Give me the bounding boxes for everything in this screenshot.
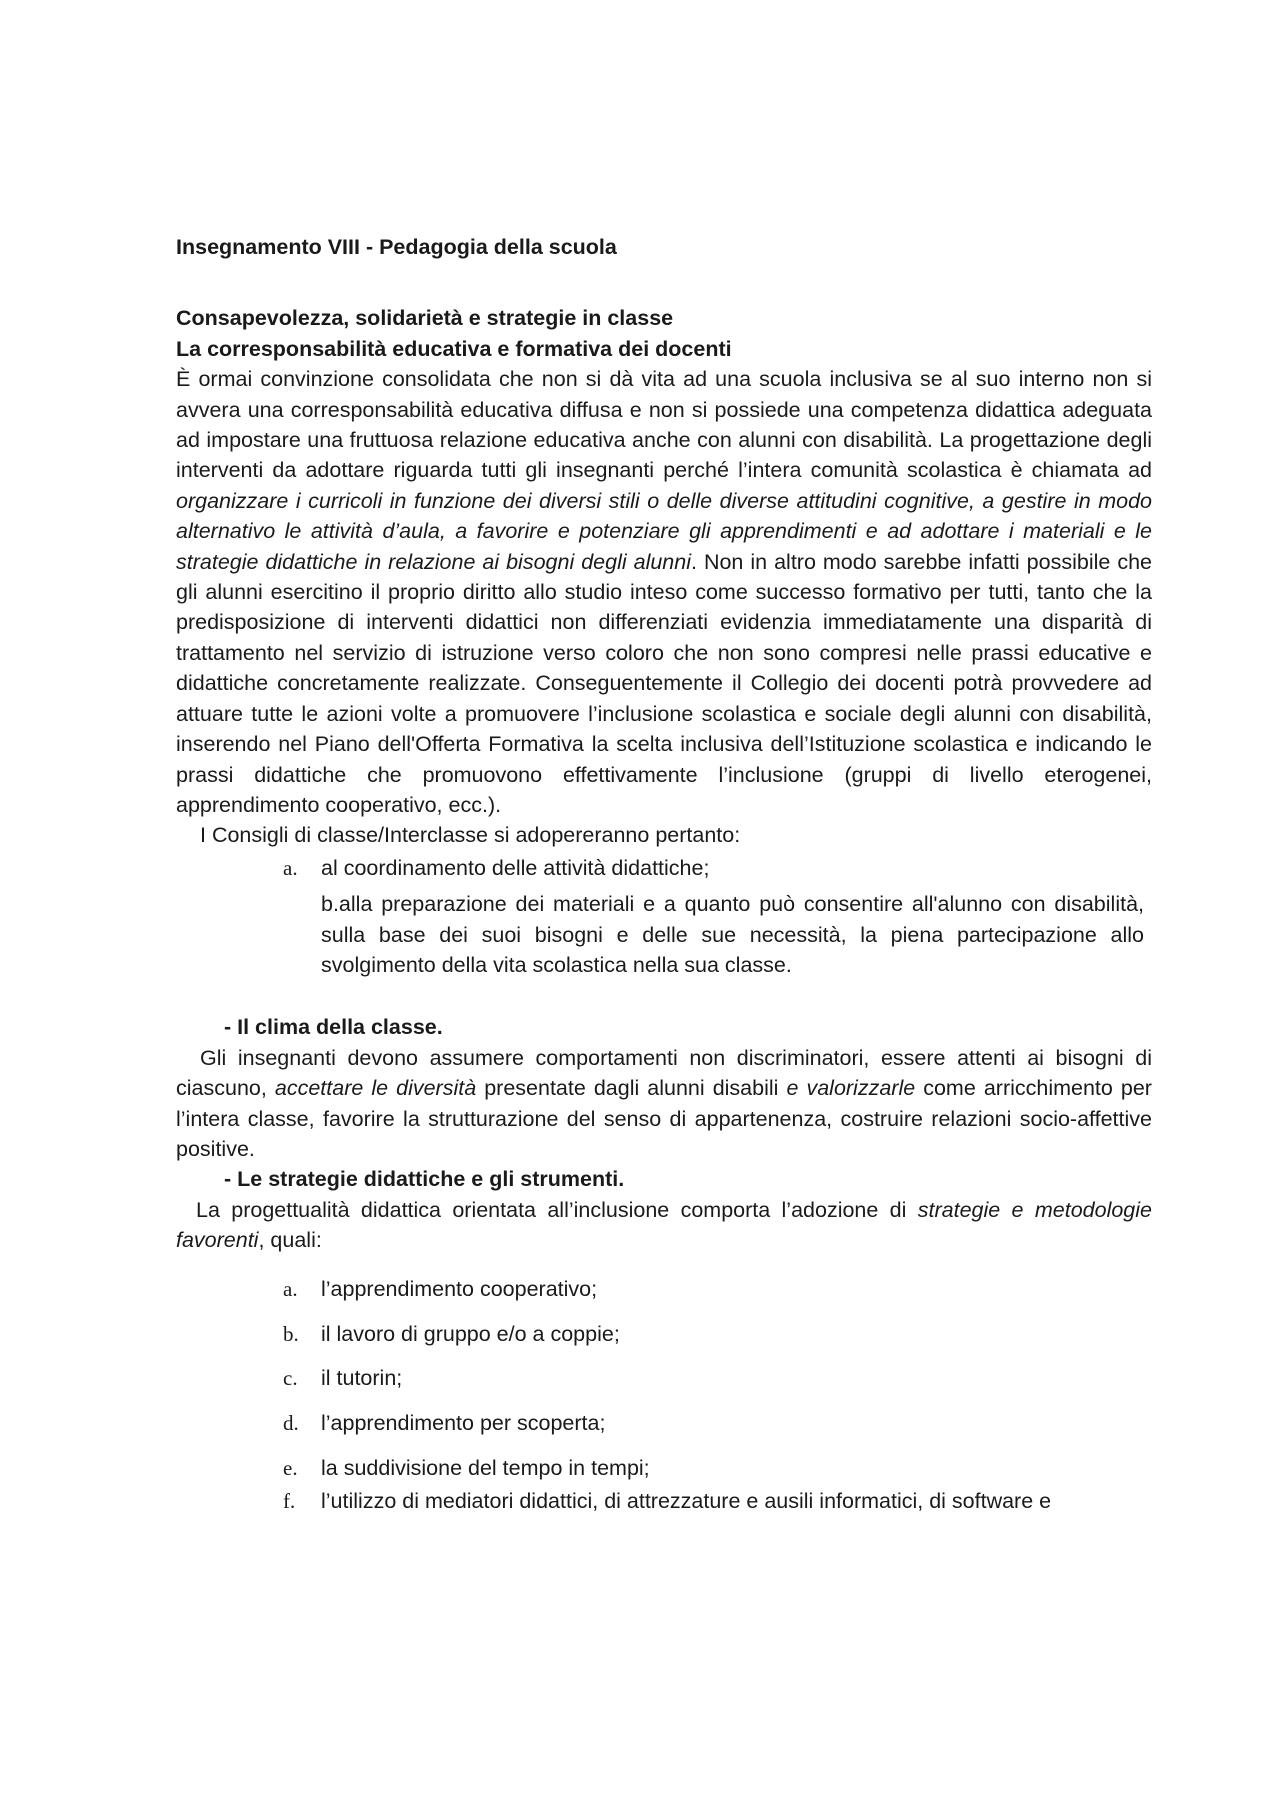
list-marker: a. (283, 855, 298, 880)
paragraph-italic: e valorizzarle (786, 1076, 916, 1101)
paragraph-text: Gli insegnanti devono assumere comportamenti non discriminatori, essere attenti ai bisogni di ciascuno, (176, 1045, 1152, 1101)
list-item (176, 1363, 1152, 1393)
document-page (176, 232, 1152, 1531)
paragraph-italic: organizzare i curricoli in funzione dei diversi stili o delle diverse attitudini cognitive, a gestire in modo alternativo le attività d’aula, a favorire e potenziare gli apprendimenti e ad adottare i materiali e le strategie didattiche in relazione ai bisogni degli alunni (176, 488, 1152, 574)
strategie-heading: - Le strategie didattiche e gli strumenti. (224, 1167, 625, 1192)
list-item-text: l’apprendimento per scoperta; (321, 1411, 606, 1436)
paragraph-text: La progettualità didattica orientata all’inclusione comporta l’adozione di (196, 1197, 918, 1222)
paragraph-text: È ormai convinzione consolidata che non si dà vita ad una scuola inclusiva se al suo interno non si avvera una corresponsabilità educativa diffusa e non si possiede una competenza didattica adeguata ad impostare una fruttuosa relazione educativa anche con alunni con disabilità. La progettazione degli interventi da adottare riguarda tutti gli insegnanti perché l’intera comunità scolastica è chiamata ad (176, 367, 1152, 483)
list-item (176, 853, 1152, 883)
list-marker: c. (283, 1366, 298, 1391)
consigli-list (176, 853, 1152, 883)
paragraph-strategie (176, 1195, 1152, 1256)
list-item (176, 1319, 1152, 1349)
paragraph-text: come arricchimento per l’intera classe, favorire la strutturazione del senso di appartenenza, costruire relazioni socio-affettive positive. (176, 1076, 1152, 1161)
list-marker: a. (283, 1276, 298, 1301)
list-item-text: il lavoro di gruppo e/o a coppie; (321, 1321, 620, 1346)
consigli-intro: I Consigli di classe/Interclasse si adopereranno pertanto: (200, 823, 741, 848)
course-title: Insegnamento VIII - Pedagogia della scuola (176, 235, 617, 259)
clima-heading: - Il clima della classe. (224, 1015, 443, 1040)
list-item-text: al coordinamento delle attività didattiche; (321, 855, 710, 880)
list-item (176, 1453, 1152, 1483)
paragraph-corresponsabilita (176, 364, 1152, 820)
paragraph-italic: strategie e metodologie favorenti (176, 1197, 1152, 1253)
list-marker: d. (283, 1411, 299, 1436)
list-marker: b. (283, 1321, 299, 1346)
paragraph-text: , quali: (258, 1228, 322, 1253)
section-title: Consapevolezza, solidarietà e strategie in classe (176, 306, 674, 331)
strategie-list (176, 1274, 1152, 1517)
list-item (176, 1274, 1152, 1304)
paragraph-text: presentate dagli alunni disabili (476, 1076, 787, 1101)
list-item (176, 1408, 1152, 1438)
list-marker: f. (283, 1489, 296, 1514)
list-item-text: l’apprendimento cooperativo; (321, 1276, 598, 1301)
list-item-text: l’utilizzo di mediatori didattici, di attrezzature e ausili informatici, di software e (321, 1489, 1052, 1514)
list-marker: e. (283, 1456, 298, 1481)
list-item-text: il tutorin; (321, 1366, 403, 1391)
list-item (176, 1486, 1152, 1516)
list-item-b: b.alla preparazione dei materiali e a quanto può consentire all'alunno con disabilità, sulla base dei suoi bisogni e delle sue necessità, la piena partecipazione allo svolgimento della vita scolastica nella sua classe. (321, 892, 1144, 977)
subsection-title: La corresponsabilità educativa e formativa dei docenti (176, 336, 732, 361)
paragraph-text: . Non in altro modo sarebbe infatti possibile che gli alunni esercitino il proprio diritto allo studio inteso come successo formativo per tutti, tanto che la predisposizione di interventi didattici non differenziati evidenzia immediatamente una disparità di trattamento nel servizio di istruzione verso coloro che non sono compresi nelle prassi educative e didattiche concretamente realizzate. Conseguentemente il Collegio dei docenti potrà provvedere ad attuare tutte le azioni volte a promuovere l’inclusione scolastica e sociale degli alunni con disabilità, inserendo nel Piano dell'Offerta Formativa la scelta inclusiva dell’Istituzione scolastica e indicando le prassi didattiche che promuovono effettivamente l’inclusione (gruppi di livello eterogenei, apprendimento cooperativo, ecc.). (176, 549, 1152, 817)
list-item-text: la suddivisione del tempo in tempi; (321, 1456, 650, 1481)
paragraph-clima (176, 1043, 1152, 1165)
paragraph-italic: accettare le diversità (274, 1076, 477, 1101)
